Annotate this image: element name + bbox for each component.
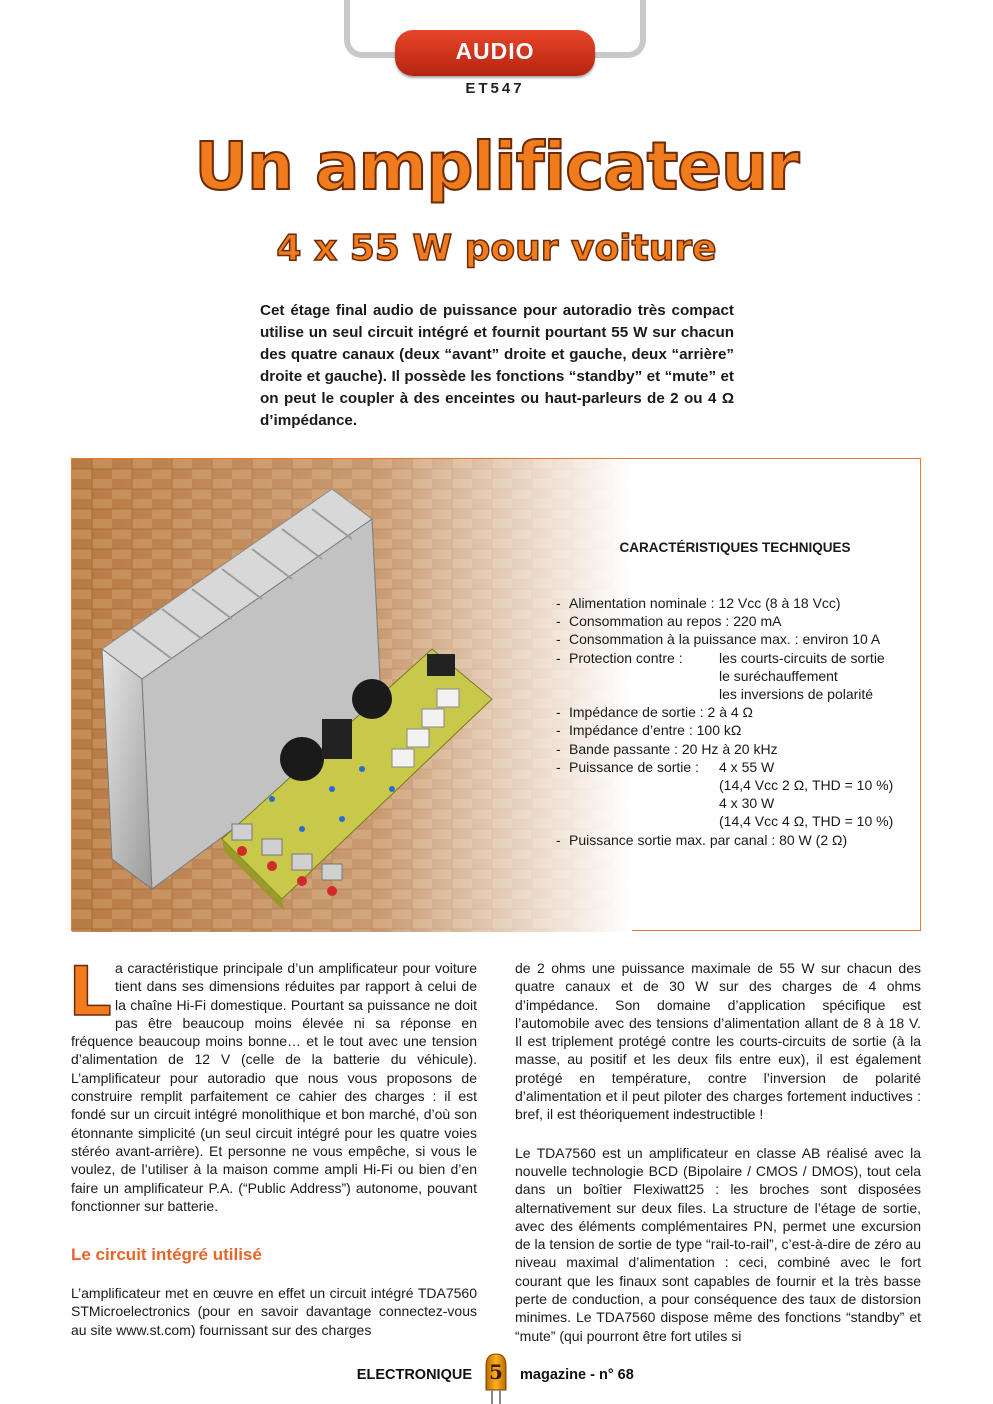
amplifier-photo (72, 459, 632, 932)
spec-dash: - (556, 704, 561, 721)
article-code: ET547 (465, 80, 525, 97)
spec-value: les courts-circuits de sortie (719, 649, 885, 666)
section-label: AUDIO (455, 38, 535, 64)
spec-text: Protection contre : (569, 649, 683, 666)
spec-text: Impédance de sortie : 2 à 4 Ω (569, 704, 754, 721)
specs-list (556, 594, 916, 849)
page-number: 5 (489, 1360, 503, 1384)
section-heading: Le circuit intégré utilisé (71, 1245, 262, 1264)
svg-text:L: L (68, 953, 112, 1032)
spec-item (556, 831, 916, 849)
spec-text: Puissance de sortie : (569, 758, 699, 775)
spec-dash: - (556, 831, 561, 848)
article-title: Un amplificateur (194, 128, 799, 205)
spec-text: Alimentation nominale : 12 Vcc (8 à 18 Vcc) (569, 595, 841, 611)
footer-magazine-name: ELECTRONIQUE (356, 1367, 472, 1383)
spec-item (556, 649, 916, 667)
body-column-left-continued (71, 1284, 477, 1339)
spec-dash: - (556, 631, 561, 648)
spec-dash: - (556, 613, 561, 630)
body-column-right (515, 959, 921, 1345)
article-subtitle: 4 x 55 W pour voiture (276, 228, 717, 269)
spec-dash: - (556, 595, 561, 611)
spec-item (556, 703, 916, 721)
spec-text: Consommation à la puissance max. : environ 10 A (569, 631, 881, 648)
spec-value: les inversions de polarité (719, 686, 874, 703)
spec-item (556, 721, 916, 739)
body-paragraph: L’amplificateur met en œuvre en effet un circuit intégré TDA7560 STMicroelectronics (pour en savoir davantage connectez-vous au site www.st.com) fournissant sur des charges (71, 1285, 477, 1338)
footer-issue: magazine - n° 68 (520, 1367, 634, 1383)
spec-text: Bande passante : 20 Hz à 20 kHz (569, 740, 778, 757)
spec-text: Impédance d’entre : 100 kΩ (569, 722, 742, 739)
body-column-left (68, 953, 477, 1215)
spec-value: 4 x 30 W (719, 795, 775, 812)
spec-dash: - (556, 649, 561, 666)
spec-value: (14,4 Vcc 4 Ω, THD = 10 %) (719, 813, 894, 830)
spec-item (556, 594, 916, 612)
spec-value: 4 x 55 W (719, 758, 775, 775)
body-paragraph: de 2 ohms une puissance maximale de 55 W sur chacun des quatre canaux et de 30 W sur des charges de 4 ohms d’impédance. Son domaine d’application spécifique est l’automobile avec des tensions d’alimentation allant de 8 à 18 V. Il est triplement protégé contre les courts-circuits de sortie (à la masse, au positif et les deux fils entre eux), il est également protégé en température, contre l’inversion de polarité d’alimentation et il peut piloter des charges fortement inductives : bref, il est théoriquement indestructible ! (515, 960, 921, 1123)
spec-item (556, 630, 916, 648)
spec-text: Consommation au repos : 220 mA (569, 613, 782, 630)
lead-paragraph: Cet étage final audio de puissance pour autoradio très compact utilise un seul circuit intégré et fournit pourtant 55 W sur chacun des quatre canaux (deux “avant” droite et gauche, deux “arrière” droite et gauche). Il possède les fonctions “standby” et “mute” et on peut le coupler à des enceintes ou haut-parleurs de 2 ou 4 Ω d’impédance. (260, 302, 734, 429)
specs-title: CARACTÉRISTIQUES TECHNIQUES (619, 540, 851, 555)
spec-dash: - (556, 740, 561, 757)
body-paragraph: Le TDA7560 est un amplificateur en classe AB réalisé avec la nouvelle technologie BCD (Bipolaire / CMOS / DMOS), tout cela dans un boîtier Flexiwatt25 : les broches sont disposées alternativement sur deux files. La structure de l’étage de sortie, avec des éléments complémentaires PN, permet une excursion de la tension de sortie de type “rail-to-rail”, c’est-à-dire de zéro au niveau maximal d’alimentation : ceci, combiné avec le fort courant que les finaux sont capables de fournir et la très basse perte de conduction, a pour conséquence des taux de distorsion minimes. Le TDA7560 dispose même des fonctions “standby” et “mute” (qui pourront être fort utiles si (515, 1144, 921, 1344)
spec-value: le suréchauffement (719, 667, 838, 684)
body-paragraph: a caractéristique principale d’un amplificateur pour voiture tient dans ses dimensions réduites par rapport à celui de la chaîne Hi-Fi domestique. Pourtant sa puissance ne doit pas être beaucoup moins élevée ni sa réponse en fréquence beaucoup moins bonne… et le tout avec une tension d’alimentation de 12 V (celle de la batterie du véhicule). L’amplificateur pour autoradio que nous vous proposons de construire remplit parfaitement ce cahier des charges : il est fondé sur un circuit intégré monolithique et bon marché, d’où son étonnante simplicité (un seul circuit intégré pour les quatre voies stéréo avant-arrière). Et personne ne vous empêche, si vous le voulez, de l’utiliser à la maison comme ampli Hi-Fi ou bien d’en faire un amplificateur P.A. (“Public Address”) autonome, pouvant fonctionner sur batterie. (71, 960, 477, 1214)
spec-value: (14,4 Vcc 2 Ω, THD = 10 %) (719, 777, 894, 794)
spec-text: Puissance sortie max. par canal : 80 W (2 Ω) (569, 831, 848, 848)
spec-item (556, 612, 916, 630)
dropcap (68, 953, 112, 1032)
spec-dash: - (556, 758, 561, 775)
spec-item (556, 740, 916, 758)
spec-dash: - (556, 722, 561, 739)
spec-item (556, 758, 916, 776)
